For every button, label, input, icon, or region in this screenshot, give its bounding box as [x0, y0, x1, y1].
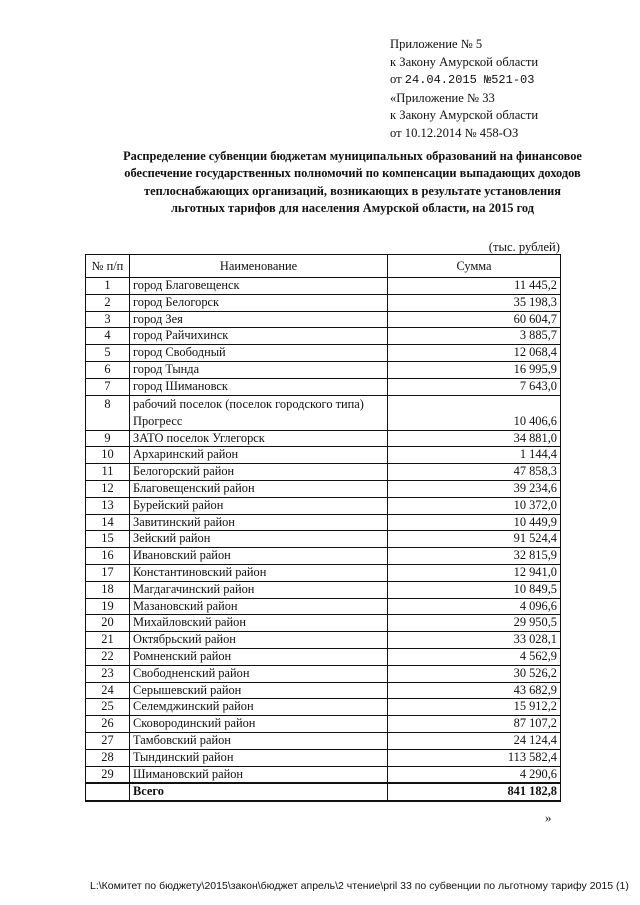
table-row [86, 430, 561, 447]
row-name: Магдагачинский район [130, 581, 388, 598]
law-date-stamp: 24.04.2015 №521-03 [404, 73, 535, 88]
row-number: 21 [86, 632, 130, 649]
row-name: рабочий поселок (поселок городского типа) Прогресс [130, 395, 388, 430]
row-number: 10 [86, 447, 130, 464]
row-name: Ивановский район [130, 548, 388, 565]
row-number: 11 [86, 464, 130, 481]
row-sum: 10 372,0 [388, 497, 561, 514]
row-number: 17 [86, 564, 130, 581]
row-name: Бурейский район [130, 497, 388, 514]
row-name: Ромненский район [130, 648, 388, 665]
row-sum: 32 815,9 [388, 548, 561, 565]
row-sum: 47 858,3 [388, 464, 561, 481]
table-row [86, 615, 561, 632]
row-number: 22 [86, 648, 130, 665]
row-sum: 39 234,6 [388, 480, 561, 497]
column-header-number: № п/п [86, 255, 130, 278]
row-name: город Благовещенск [130, 278, 388, 295]
row-name: Архаринский район [130, 447, 388, 464]
table-row [86, 632, 561, 649]
row-sum: 10 406,6 [388, 395, 561, 430]
table-row [86, 564, 561, 581]
total-number-cell [86, 783, 130, 801]
table-row [86, 464, 561, 481]
row-name: Шимановский район [130, 766, 388, 783]
row-sum: 4 096,6 [388, 598, 561, 615]
row-sum: 10 449,9 [388, 514, 561, 531]
law-date-line: от 24.04.2015 №521-03 [390, 72, 535, 88]
row-number: 13 [86, 497, 130, 514]
row-number: 9 [86, 430, 130, 447]
row-number: 7 [86, 378, 130, 395]
row-name: Тындинский район [130, 749, 388, 766]
total-label: Всего [130, 783, 388, 801]
total-row [86, 783, 561, 801]
table-row [86, 447, 561, 464]
row-name: Серышевский район [130, 682, 388, 699]
closing-quote: » [545, 810, 552, 825]
row-sum: 10 849,5 [388, 581, 561, 598]
row-number: 3 [86, 311, 130, 328]
row-sum: 16 995,9 [388, 361, 561, 378]
row-number: 15 [86, 531, 130, 548]
row-name: Михайловский район [130, 615, 388, 632]
row-name: Белогорский район [130, 464, 388, 481]
original-appendix-number: «Приложение № 33 [390, 90, 495, 105]
table-row [86, 361, 561, 378]
row-number: 14 [86, 514, 130, 531]
units-label: (тыс. рублей) [488, 240, 560, 254]
column-header-name: Наименование [130, 255, 388, 278]
row-number: 18 [86, 581, 130, 598]
total-sum: 841 182,8 [388, 783, 561, 801]
row-number: 1 [86, 278, 130, 295]
table-header-row [86, 255, 561, 278]
table-row [86, 311, 561, 328]
row-name: Завитинский район [130, 514, 388, 531]
row-sum: 87 107,2 [388, 716, 561, 733]
row-number: 16 [86, 548, 130, 565]
row-sum: 30 526,2 [388, 665, 561, 682]
file-path-footer: L:\Комитет по бюджету\2015\закон\бюджет апрель\2 чтение\pril 33 по субвенции по льготному тарифу 2015 (1) [90, 880, 629, 892]
table-row [86, 531, 561, 548]
table-row [86, 345, 561, 362]
table-row [86, 648, 561, 665]
row-sum: 43 682,9 [388, 682, 561, 699]
table-row [86, 766, 561, 783]
table-row [86, 749, 561, 766]
row-number: 29 [86, 766, 130, 783]
table-row [86, 480, 561, 497]
table-row [86, 278, 561, 295]
row-sum: 11 445,2 [388, 278, 561, 295]
row-sum: 29 950,5 [388, 615, 561, 632]
table-row [86, 732, 561, 749]
table-row [86, 716, 561, 733]
row-sum: 4 290,6 [388, 766, 561, 783]
row-name: город Свободный [130, 345, 388, 362]
row-number: 28 [86, 749, 130, 766]
row-name: Тамбовский район [130, 732, 388, 749]
row-sum: 91 524,4 [388, 531, 561, 548]
row-number: 24 [86, 682, 130, 699]
table-row [86, 497, 561, 514]
row-sum: 7 643,0 [388, 378, 561, 395]
row-name: Благовещенский район [130, 480, 388, 497]
table-row [86, 682, 561, 699]
row-name: Мазановский район [130, 598, 388, 615]
row-name: город Тында [130, 361, 388, 378]
row-number: 2 [86, 294, 130, 311]
row-number: 8 [86, 395, 130, 430]
row-sum: 24 124,4 [388, 732, 561, 749]
row-name: город Шимановск [130, 378, 388, 395]
row-sum: 33 028,1 [388, 632, 561, 649]
table-row [86, 665, 561, 682]
law-reference: к Закону Амурской области [390, 54, 539, 69]
row-number: 6 [86, 361, 130, 378]
row-sum: 35 198,3 [388, 294, 561, 311]
document-title: Распределение субвенции бюджетам муниципальных образований на финансовое обеспечение государственных полномочий по компенсации выпадающих доходов теплоснабжающих организаций, возникающих в результате установления льготных тарифов для населения Амурской области, на 2015 год [123, 149, 582, 216]
table-row [86, 395, 561, 430]
row-name: Октябрьский район [130, 632, 388, 649]
row-number: 25 [86, 699, 130, 716]
row-number: 20 [86, 615, 130, 632]
row-sum: 113 582,4 [388, 749, 561, 766]
table-row [86, 514, 561, 531]
table-row [86, 598, 561, 615]
table-row [86, 581, 561, 598]
row-number: 26 [86, 716, 130, 733]
row-sum: 34 881,0 [388, 430, 561, 447]
row-name: город Белогорск [130, 294, 388, 311]
column-header-sum: Сумма [388, 255, 561, 278]
row-sum: 12 941,0 [388, 564, 561, 581]
appendix-number: Приложение № 5 [390, 37, 483, 51]
row-sum: 3 885,7 [388, 328, 561, 345]
row-sum: 15 912,2 [388, 699, 561, 716]
row-number: 4 [86, 328, 130, 345]
row-name: Селемджинский район [130, 699, 388, 716]
row-name: Сковородинский район [130, 716, 388, 733]
row-sum: 12 068,4 [388, 345, 561, 362]
row-name: Свободненский район [130, 665, 388, 682]
table-row [86, 699, 561, 716]
table-row [86, 328, 561, 345]
table-row [86, 294, 561, 311]
table-row [86, 548, 561, 565]
subvention-table [85, 254, 561, 802]
row-number: 5 [86, 345, 130, 362]
original-law-date: от 10.12.2014 № 458-ОЗ [390, 125, 519, 140]
row-number: 12 [86, 480, 130, 497]
row-number: 23 [86, 665, 130, 682]
row-name: Константиновский район [130, 564, 388, 581]
row-name: город Райчихинск [130, 328, 388, 345]
row-sum: 1 144,4 [388, 447, 561, 464]
table-row [86, 378, 561, 395]
row-sum: 4 562,9 [388, 648, 561, 665]
row-name: Зейский район [130, 531, 388, 548]
row-name: ЗАТО поселок Углегорск [130, 430, 388, 447]
row-sum: 60 604,7 [388, 311, 561, 328]
original-law-reference: к Закону Амурской области [390, 108, 539, 123]
appendix-header [390, 36, 538, 143]
row-number: 19 [86, 598, 130, 615]
row-number: 27 [86, 732, 130, 749]
row-name: город Зея [130, 311, 388, 328]
